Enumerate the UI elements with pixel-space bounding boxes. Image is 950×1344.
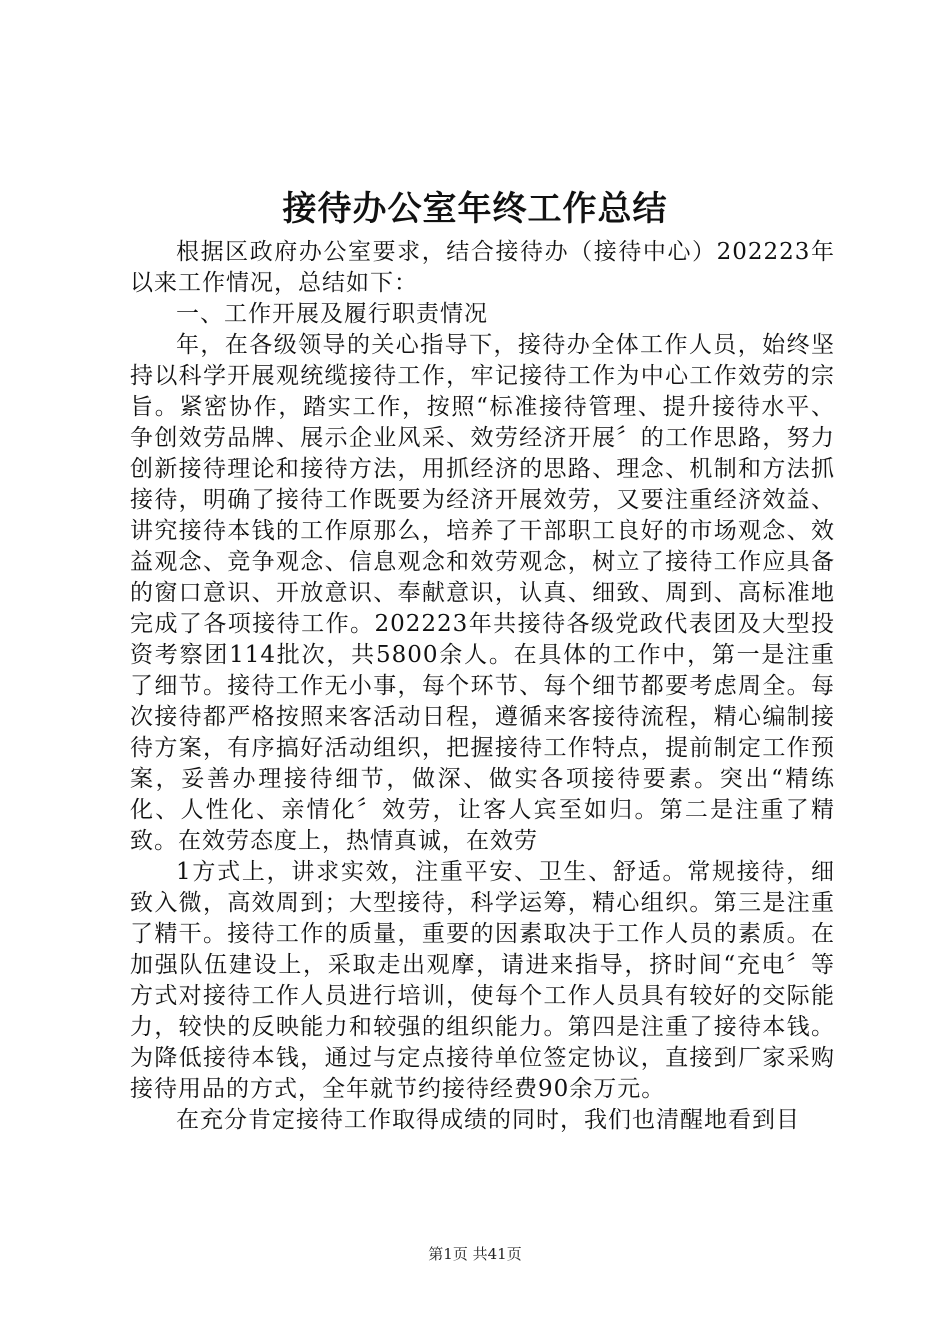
paragraph-continued: 1方式上，讲求实效，注重平安、卫生、舒适。常规接待，细致入微，高效周到；大型接待，科学运筹，精心组织。第三是注重了精干。接待工作的质量，重要的因素取决于工作人员的素质。在加强队伍建设上，采取走出观摩，请进来指导，挤时间“充电〞等方式对接待工作人员进行培训，使每个工作人员具有较好的交际能力，较快的反映能力和较强的组织能力。第四是注重了接待本钱。为降低接待本钱，通过与定点接待单位签定协议，直接到厂家采购接待用品的方式，全年就节约接待经费90余万元。 [130, 859, 835, 1102]
document-title: 接待办公室年终工作总结 [282, 189, 668, 229]
section-heading: 一、工作开展及履行职责情况 [176, 301, 488, 327]
paragraph-work-summary: 年，在各级领导的关心指导下，接待办全体工作人员，始终坚持以科学开展观统缆接待工作，牢记接待工作为中心工作效劳的宗旨。紧密协作，踏实工作，按照“标准接待管理、提升接待水平、争创效劳品牌、展示企业风采、效劳经济开展〞的工作思路，努力创新接待理论和接待方法，用抓经济的思路、理念、机制和方法抓接待，明确了接待工作既要为经济开展效劳，又要注重经济效益、讲究接待本钱的工作原那么，培养了干部职工良好的市场观念、效益观念、竞争观念、信息观念和效劳观念，树立了接待工作应具备的窗口意识、开放意识、奉献意识，认真、细致、周到、高标准地完成了各项接待工作。202223年共接待各级党政代表团及大型投资考察团114批次，共5800余人。在具体的工作中，第一是注重了细节。接待工作无小事，每个环节、每个细节都要考虑周全。每次接待都严格按照来客活动日程，遵循来客接待流程，精心编制接待方案，有序搞好活动组织，把握接待工作特点，提前制定工作预案，妥善办理接待细节，做深、做实各项接待要素。突出“精练化、人性化、亲情化〞效劳，让客人宾至如归。第二是注重了精致。在效劳态度上，热情真诚，在效劳 [130, 332, 835, 854]
paragraph-intro: 根据区政府办公室要求，结合接待办（接待中心）202223年以来工作情况，总结如下： [130, 239, 835, 296]
paragraph-closing: 在充分肯定接待工作取得成绩的同时，我们也清醒地看到目 [176, 1107, 800, 1133]
document-body [130, 237, 835, 1136]
page-footer: 第1页 共41页 [428, 1245, 522, 1263]
